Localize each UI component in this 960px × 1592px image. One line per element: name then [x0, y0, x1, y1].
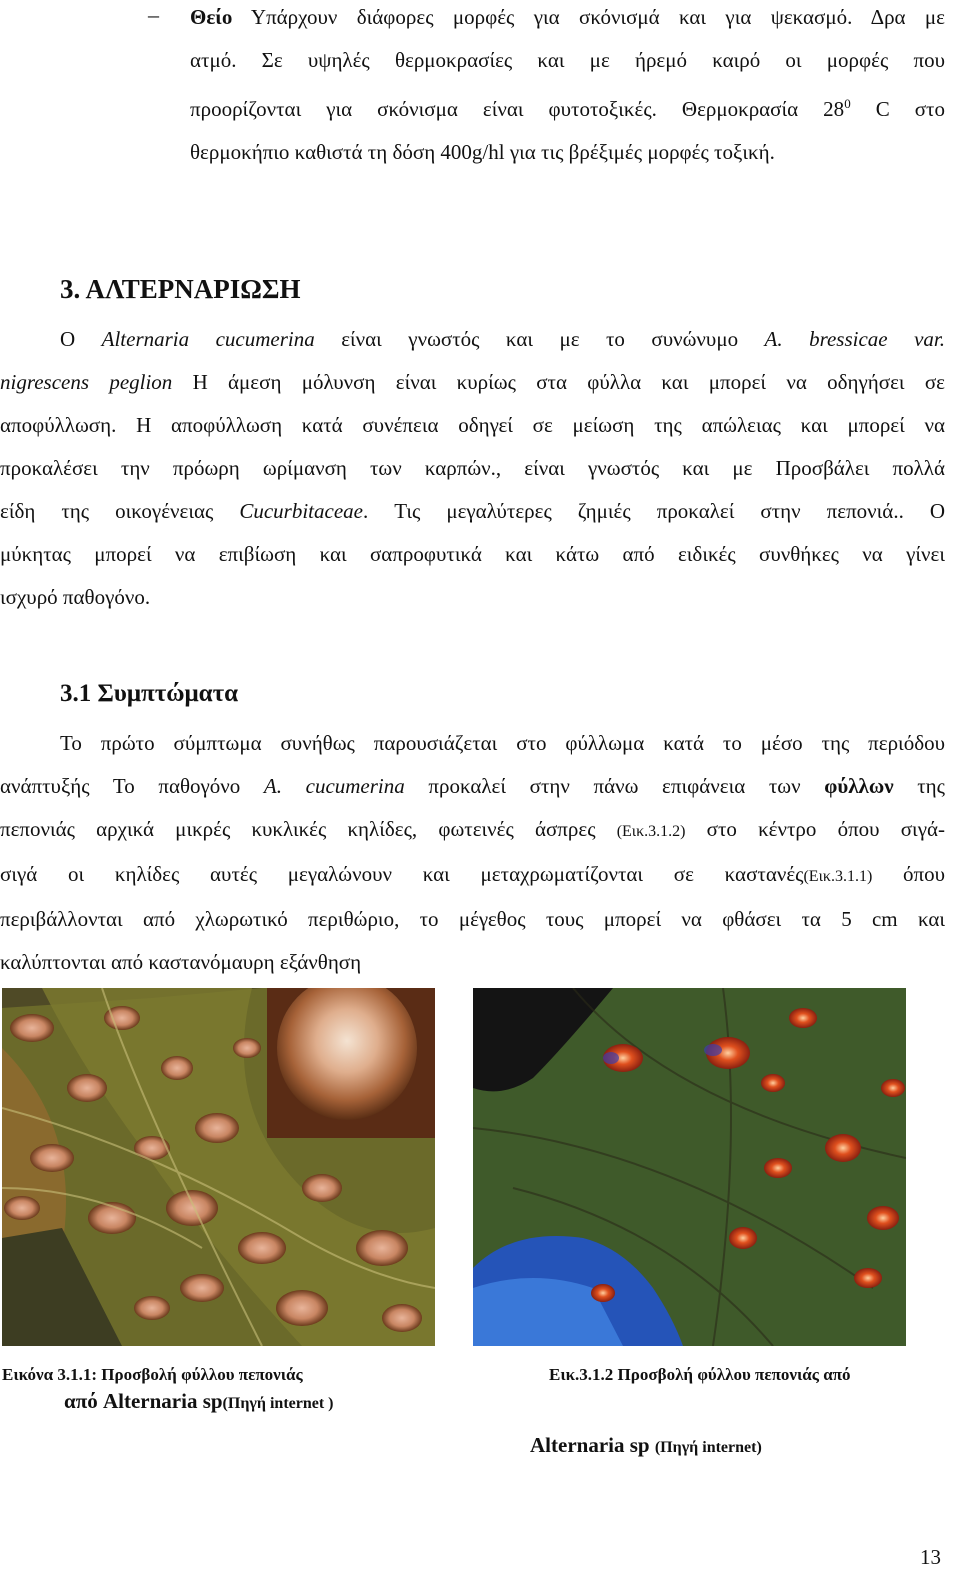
page-number: 13 [920, 1545, 941, 1569]
bullet-line-2: ατμό. Σε υψηλές θερμοκρασίες και με ήρεμό καιρό οι μορφές που [190, 48, 945, 72]
section-3-1-heading: 3.1 Συμπτώματα [60, 680, 239, 707]
s31-line-2: ανάπτυξής Το παθογόνο A. cucumerina προκαλεί στην πάνω επιφάνεια των φύλλων της [0, 774, 945, 798]
section-3-paragraph [0, 318, 945, 619]
s3-line-1: Ο Alternaria cucumerina είναι γνωστός και με το συνώνυμο A. bressicae var. [60, 327, 946, 351]
leaf-lesions-image [2, 988, 435, 1346]
s3-line-3: αποφύλλωση. Η αποφύλλωση κατά συνέπεια οδηγεί σε μείωση της απώλειας και μπορεί να [0, 413, 945, 437]
figure-3-1-2-photo [473, 988, 906, 1346]
bullet-term: Θείο [190, 5, 233, 29]
section-3-heading: 3. ΑΛΤΕΡΝΑΡΙΩΣΗ [60, 274, 301, 304]
s31-line-5: περιβάλλονται από χλωρωτικό περιθώριο, το μέγεθος τους μπορεί να φθάσει τα 5 cm και [0, 907, 945, 931]
s3-line-7: ισχυρό παθογόνο. [0, 585, 151, 609]
s3-line-5: είδη της οικογένειας Cucurbitaceae. Τις μεγαλύτερες ζημιές προκαλεί στην πεπονιά.. Ο [0, 499, 946, 523]
figure-3-1-1-caption-line-2: από Alternaria sp(Πηγή internet ) [64, 1389, 334, 1413]
s3-line-6: μύκητας μπορεί να επιβίωση και σαπροφυτικά και κάτω από ειδικές συνθήκες να γίνει [0, 542, 945, 566]
bullet-paragraph [190, 0, 945, 174]
figure-3-1-2-caption-line-1: Εικ.3.1.2 Προσβολή φύλλου πεπονιάς από [549, 1365, 851, 1384]
s31-line-1: Το πρώτο σύμπτωμα συνήθως παρουσιάζεται στο φύλλωμα κατά το μέσο της περιόδου [60, 731, 945, 755]
s3-line-2: nigrescens peglion Η άμεση μόλυνση είναι κυρίως στα φύλλα και μπορεί να οδηγήσει σε [0, 370, 945, 394]
leaf-spots-image [473, 988, 906, 1346]
figure-3-1-2-caption-line-2: Alternaria sp (Πηγή internet) [530, 1433, 762, 1457]
s31-line-3: πεπονιάς αρχικά μικρές κυκλικές κηλίδες, φωτεινές άσπρες (Εικ.3.1.2) στο κέντρο όπου σιγά- [0, 817, 945, 841]
section-3-1-paragraph [0, 722, 945, 984]
bullet-line-1: Θείο Υπάρχουν διάφορες μορφές για σκόνισμά και για ψεκασμό. Δρα με [190, 5, 945, 29]
s3-line-4: προκαλέσει την πρόωρη ωρίμανση των καρπών., είναι γνωστός και με Προσβάλει πολλά [0, 456, 945, 480]
bullet-line-3: προορίζονται για σκόνισμα είναι φυτοτοξικές. Θερμοκρασία $28^0$ C στο [190, 96, 945, 121]
figure-3-1-1-caption-line-1: Εικόνα 3.1.1: Προσβολή φύλλου πεπονιάς [2, 1365, 303, 1384]
s31-line-6: καλύπτονται από καστανόμαυρη εξάνθηση [0, 950, 362, 974]
figure-3-1-1-photo [2, 988, 435, 1346]
bullet-dash: – [148, 2, 159, 27]
s31-line-4: σιγά οι κηλίδες αυτές μεγαλώνουν και μεταχρωματίζονται σε καστανές(Εικ.3.1.1) όπου [0, 862, 946, 886]
bullet-line-4: θερμοκήπιο καθιστά τη δόση 400g/hl για τις βρέξιμές μορφές τοξική. [190, 140, 775, 164]
